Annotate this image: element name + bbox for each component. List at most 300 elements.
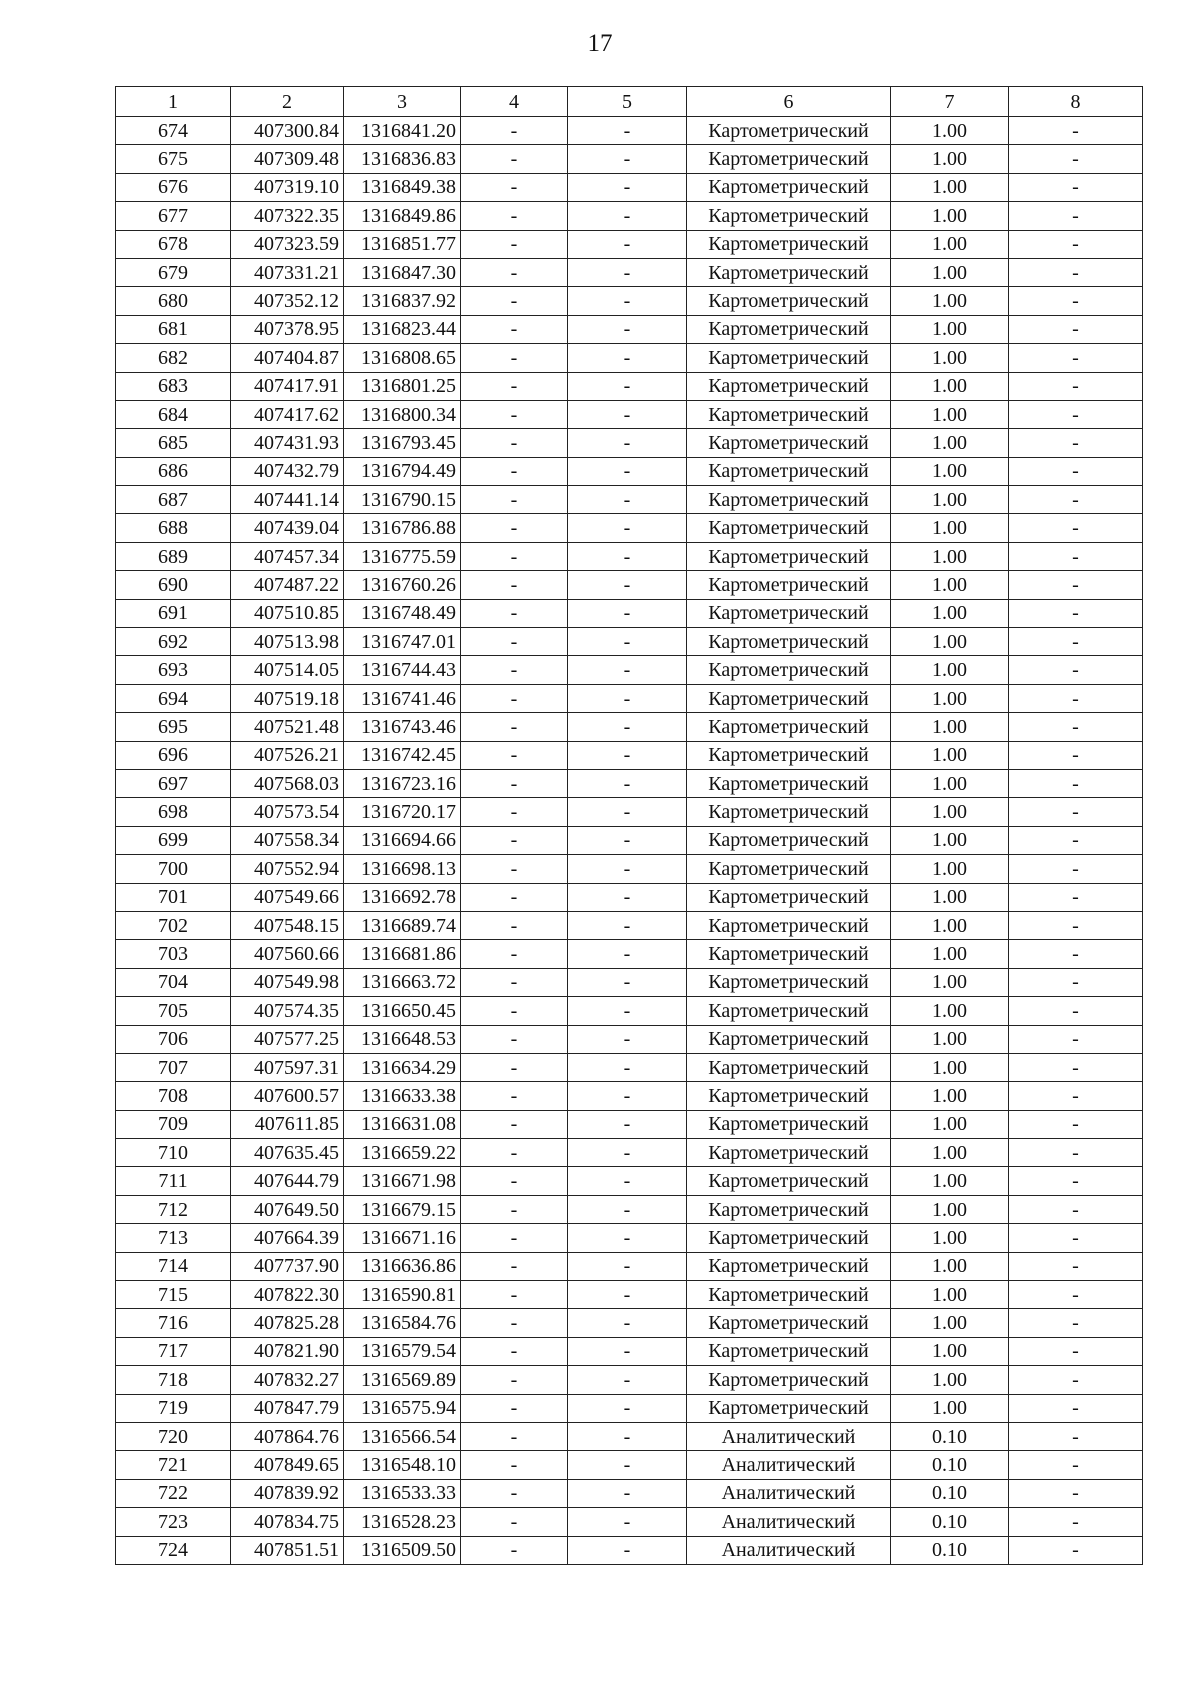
accuracy-cell: 1.00 [891,628,1009,656]
y-coordinate-cell: 1316800.34 [344,400,461,428]
point-number-cell: 689 [116,542,231,570]
y-coordinate-cell: 1316590.81 [344,1281,461,1309]
col4-value-cell: - [461,1082,568,1110]
point-number-cell: 690 [116,571,231,599]
method-cell: Картометрический [687,486,891,514]
y-coordinate-cell: 1316794.49 [344,457,461,485]
col4-value-cell: - [461,855,568,883]
point-number-cell: 700 [116,855,231,883]
point-number-cell: 724 [116,1536,231,1564]
x-coordinate-cell: 407417.91 [231,372,344,400]
col4-value-cell: - [461,826,568,854]
method-cell: Картометрический [687,968,891,996]
method-cell: Картометрический [687,628,891,656]
col4-value-cell: - [461,145,568,173]
method-cell: Картометрический [687,855,891,883]
table-row [116,1195,1143,1223]
col8-value-cell: - [1009,400,1143,428]
y-coordinate-cell: 1316633.38 [344,1082,461,1110]
col8-value-cell: - [1009,173,1143,201]
accuracy-cell: 1.00 [891,741,1009,769]
table-row [116,344,1143,372]
col5-value-cell: - [568,1195,687,1223]
method-cell: Картометрический [687,713,891,741]
point-number-cell: 674 [116,117,231,145]
col8-value-cell: - [1009,344,1143,372]
y-coordinate-cell: 1316689.74 [344,911,461,939]
table-row [116,1224,1143,1252]
col4-value-cell: - [461,968,568,996]
method-cell: Картометрический [687,1252,891,1280]
y-coordinate-cell: 1316801.25 [344,372,461,400]
x-coordinate-cell: 407431.93 [231,429,344,457]
x-coordinate-cell: 407577.25 [231,1025,344,1053]
point-number-cell: 680 [116,287,231,315]
point-number-cell: 708 [116,1082,231,1110]
method-cell: Картометрический [687,400,891,428]
accuracy-cell: 1.00 [891,883,1009,911]
col5-value-cell: - [568,911,687,939]
accuracy-cell: 1.00 [891,1195,1009,1223]
x-coordinate-cell: 407322.35 [231,202,344,230]
col4-value-cell: - [461,117,568,145]
point-number-cell: 677 [116,202,231,230]
table-row [116,202,1143,230]
method-cell: Картометрический [687,429,891,457]
method-cell: Картометрический [687,1053,891,1081]
col5-value-cell: - [568,372,687,400]
y-coordinate-cell: 1316741.46 [344,684,461,712]
table-row [116,684,1143,712]
point-number-cell: 682 [116,344,231,372]
col5-value-cell: - [568,1309,687,1337]
point-number-cell: 720 [116,1422,231,1450]
point-number-cell: 676 [116,173,231,201]
col4-value-cell: - [461,997,568,1025]
x-coordinate-cell: 407487.22 [231,571,344,599]
y-coordinate-cell: 1316579.54 [344,1337,461,1365]
col4-value-cell: - [461,713,568,741]
col4-value-cell: - [461,344,568,372]
point-number-cell: 698 [116,798,231,826]
column-header-6: 6 [687,87,891,117]
y-coordinate-cell: 1316720.17 [344,798,461,826]
col8-value-cell: - [1009,911,1143,939]
point-number-cell: 686 [116,457,231,485]
method-cell: Картометрический [687,117,891,145]
method-cell: Картометрический [687,202,891,230]
accuracy-cell: 1.00 [891,1167,1009,1195]
method-cell: Картометрический [687,1309,891,1337]
accuracy-cell: 1.00 [891,1025,1009,1053]
point-number-cell: 696 [116,741,231,769]
point-number-cell: 695 [116,713,231,741]
col4-value-cell: - [461,798,568,826]
accuracy-cell: 1.00 [891,1053,1009,1081]
col5-value-cell: - [568,202,687,230]
table-row [116,713,1143,741]
method-cell: Картометрический [687,145,891,173]
col8-value-cell: - [1009,1366,1143,1394]
table-row [116,656,1143,684]
point-number-cell: 697 [116,769,231,797]
accuracy-cell: 1.00 [891,1394,1009,1422]
col8-value-cell: - [1009,1394,1143,1422]
col4-value-cell: - [461,1479,568,1507]
x-coordinate-cell: 407847.79 [231,1394,344,1422]
col8-value-cell: - [1009,258,1143,286]
point-number-cell: 710 [116,1139,231,1167]
x-coordinate-cell: 407644.79 [231,1167,344,1195]
col5-value-cell: - [568,1252,687,1280]
accuracy-cell: 1.00 [891,968,1009,996]
x-coordinate-cell: 407514.05 [231,656,344,684]
y-coordinate-cell: 1316790.15 [344,486,461,514]
accuracy-cell: 0.10 [891,1536,1009,1564]
col5-value-cell: - [568,145,687,173]
col8-value-cell: - [1009,571,1143,599]
x-coordinate-cell: 407378.95 [231,315,344,343]
table-row [116,1309,1143,1337]
accuracy-cell: 1.00 [891,457,1009,485]
point-number-cell: 706 [116,1025,231,1053]
col8-value-cell: - [1009,315,1143,343]
x-coordinate-cell: 407404.87 [231,344,344,372]
table-row [116,940,1143,968]
col4-value-cell: - [461,258,568,286]
col4-value-cell: - [461,429,568,457]
x-coordinate-cell: 407597.31 [231,1053,344,1081]
y-coordinate-cell: 1316836.83 [344,145,461,173]
method-cell: Картометрический [687,883,891,911]
point-number-cell: 701 [116,883,231,911]
y-coordinate-cell: 1316533.33 [344,1479,461,1507]
col8-value-cell: - [1009,684,1143,712]
col8-value-cell: - [1009,940,1143,968]
point-number-cell: 709 [116,1110,231,1138]
y-coordinate-cell: 1316659.22 [344,1139,461,1167]
col5-value-cell: - [568,1025,687,1053]
col4-value-cell: - [461,1451,568,1479]
method-cell: Картометрический [687,1337,891,1365]
col8-value-cell: - [1009,968,1143,996]
column-header-5: 5 [568,87,687,117]
y-coordinate-cell: 1316837.92 [344,287,461,315]
method-cell: Картометрический [687,1082,891,1110]
method-cell: Картометрический [687,372,891,400]
method-cell: Картометрический [687,599,891,627]
col8-value-cell: - [1009,1167,1143,1195]
point-number-cell: 699 [116,826,231,854]
col4-value-cell: - [461,1394,568,1422]
col8-value-cell: - [1009,798,1143,826]
table-row [116,1053,1143,1081]
col8-value-cell: - [1009,656,1143,684]
column-header-4: 4 [461,87,568,117]
table-row [116,400,1143,428]
y-coordinate-cell: 1316698.13 [344,855,461,883]
accuracy-cell: 1.00 [891,372,1009,400]
x-coordinate-cell: 407417.62 [231,400,344,428]
method-cell: Картометрический [687,173,891,201]
method-cell: Картометрический [687,542,891,570]
col5-value-cell: - [568,1451,687,1479]
point-number-cell: 675 [116,145,231,173]
x-coordinate-cell: 407832.27 [231,1366,344,1394]
method-cell: Картометрический [687,769,891,797]
accuracy-cell: 1.00 [891,684,1009,712]
point-number-cell: 721 [116,1451,231,1479]
accuracy-cell: 1.00 [891,1366,1009,1394]
col5-value-cell: - [568,713,687,741]
col4-value-cell: - [461,400,568,428]
col4-value-cell: - [461,372,568,400]
col8-value-cell: - [1009,883,1143,911]
col8-value-cell: - [1009,997,1143,1025]
method-cell: Картометрический [687,997,891,1025]
accuracy-cell: 1.00 [891,117,1009,145]
method-cell: Картометрический [687,798,891,826]
col8-value-cell: - [1009,1110,1143,1138]
x-coordinate-cell: 407635.45 [231,1139,344,1167]
accuracy-cell: 1.00 [891,315,1009,343]
method-cell: Картометрический [687,741,891,769]
x-coordinate-cell: 407526.21 [231,741,344,769]
x-coordinate-cell: 407331.21 [231,258,344,286]
col5-value-cell: - [568,258,687,286]
col4-value-cell: - [461,202,568,230]
col4-value-cell: - [461,883,568,911]
x-coordinate-cell: 407849.65 [231,1451,344,1479]
col5-value-cell: - [568,883,687,911]
table-row [116,173,1143,201]
accuracy-cell: 1.00 [891,1224,1009,1252]
point-number-cell: 702 [116,911,231,939]
col8-value-cell: - [1009,713,1143,741]
col5-value-cell: - [568,1139,687,1167]
y-coordinate-cell: 1316851.77 [344,230,461,258]
method-cell: Аналитический [687,1508,891,1536]
x-coordinate-cell: 407309.48 [231,145,344,173]
table-row [116,911,1143,939]
accuracy-cell: 1.00 [891,1139,1009,1167]
y-coordinate-cell: 1316747.01 [344,628,461,656]
method-cell: Картометрический [687,1110,891,1138]
x-coordinate-cell: 407839.92 [231,1479,344,1507]
y-coordinate-cell: 1316744.43 [344,656,461,684]
method-cell: Картометрический [687,344,891,372]
table-row [116,117,1143,145]
method-cell: Аналитический [687,1451,891,1479]
col5-value-cell: - [568,1224,687,1252]
table-row [116,372,1143,400]
col8-value-cell: - [1009,372,1143,400]
accuracy-cell: 1.00 [891,713,1009,741]
col8-value-cell: - [1009,457,1143,485]
col8-value-cell: - [1009,287,1143,315]
coordinates-table [115,86,1143,1565]
table-header-row [116,87,1143,117]
col8-value-cell: - [1009,1281,1143,1309]
col4-value-cell: - [461,457,568,485]
table-row [116,1082,1143,1110]
x-coordinate-cell: 407611.85 [231,1110,344,1138]
x-coordinate-cell: 407549.98 [231,968,344,996]
point-number-cell: 691 [116,599,231,627]
table-body [116,117,1143,1565]
accuracy-cell: 0.10 [891,1508,1009,1536]
col4-value-cell: - [461,315,568,343]
method-cell: Картометрический [687,911,891,939]
table-row [116,1422,1143,1450]
accuracy-cell: 1.00 [891,1309,1009,1337]
point-number-cell: 719 [116,1394,231,1422]
y-coordinate-cell: 1316841.20 [344,117,461,145]
point-number-cell: 718 [116,1366,231,1394]
col5-value-cell: - [568,230,687,258]
accuracy-cell: 1.00 [891,826,1009,854]
col4-value-cell: - [461,741,568,769]
table-row [116,798,1143,826]
col4-value-cell: - [461,1281,568,1309]
accuracy-cell: 1.00 [891,1110,1009,1138]
col8-value-cell: - [1009,1025,1143,1053]
col4-value-cell: - [461,684,568,712]
y-coordinate-cell: 1316631.08 [344,1110,461,1138]
col5-value-cell: - [568,571,687,599]
col5-value-cell: - [568,173,687,201]
point-number-cell: 716 [116,1309,231,1337]
x-coordinate-cell: 407319.10 [231,173,344,201]
col5-value-cell: - [568,344,687,372]
accuracy-cell: 1.00 [891,429,1009,457]
y-coordinate-cell: 1316743.46 [344,713,461,741]
y-coordinate-cell: 1316823.44 [344,315,461,343]
point-number-cell: 714 [116,1252,231,1280]
col4-value-cell: - [461,1139,568,1167]
col5-value-cell: - [568,940,687,968]
col5-value-cell: - [568,1053,687,1081]
point-number-cell: 711 [116,1167,231,1195]
y-coordinate-cell: 1316634.29 [344,1053,461,1081]
col5-value-cell: - [568,117,687,145]
col4-value-cell: - [461,542,568,570]
point-number-cell: 693 [116,656,231,684]
point-number-cell: 722 [116,1479,231,1507]
col8-value-cell: - [1009,230,1143,258]
x-coordinate-cell: 407521.48 [231,713,344,741]
point-number-cell: 717 [116,1337,231,1365]
y-coordinate-cell: 1316671.16 [344,1224,461,1252]
table-row [116,826,1143,854]
table-row [116,997,1143,1025]
y-coordinate-cell: 1316681.86 [344,940,461,968]
x-coordinate-cell: 407548.15 [231,911,344,939]
table-row [116,1110,1143,1138]
y-coordinate-cell: 1316663.72 [344,968,461,996]
accuracy-cell: 1.00 [891,798,1009,826]
column-header-8: 8 [1009,87,1143,117]
col5-value-cell: - [568,1508,687,1536]
y-coordinate-cell: 1316748.49 [344,599,461,627]
y-coordinate-cell: 1316548.10 [344,1451,461,1479]
method-cell: Картометрический [687,826,891,854]
col4-value-cell: - [461,287,568,315]
accuracy-cell: 0.10 [891,1479,1009,1507]
method-cell: Картометрический [687,1139,891,1167]
y-coordinate-cell: 1316847.30 [344,258,461,286]
col4-value-cell: - [461,1366,568,1394]
page-number: 17 [587,30,613,57]
method-cell: Аналитический [687,1479,891,1507]
accuracy-cell: 1.00 [891,486,1009,514]
col8-value-cell: - [1009,486,1143,514]
col8-value-cell: - [1009,202,1143,230]
table-row [116,514,1143,542]
col4-value-cell: - [461,1337,568,1365]
y-coordinate-cell: 1316636.86 [344,1252,461,1280]
table-row [116,1451,1143,1479]
y-coordinate-cell: 1316528.23 [344,1508,461,1536]
col8-value-cell: - [1009,741,1143,769]
col4-value-cell: - [461,1508,568,1536]
y-coordinate-cell: 1316849.38 [344,173,461,201]
col8-value-cell: - [1009,542,1143,570]
point-number-cell: 679 [116,258,231,286]
x-coordinate-cell: 407439.04 [231,514,344,542]
col5-value-cell: - [568,315,687,343]
table-row [116,741,1143,769]
table-row [116,1025,1143,1053]
method-cell: Картометрический [687,940,891,968]
col8-value-cell: - [1009,1536,1143,1564]
col5-value-cell: - [568,1167,687,1195]
table-row [116,145,1143,173]
col5-value-cell: - [568,628,687,656]
x-coordinate-cell: 407568.03 [231,769,344,797]
y-coordinate-cell: 1316584.76 [344,1309,461,1337]
point-number-cell: 681 [116,315,231,343]
col4-value-cell: - [461,1422,568,1450]
col8-value-cell: - [1009,1082,1143,1110]
col4-value-cell: - [461,656,568,684]
accuracy-cell: 1.00 [891,145,1009,173]
y-coordinate-cell: 1316648.53 [344,1025,461,1053]
point-number-cell: 684 [116,400,231,428]
col5-value-cell: - [568,1479,687,1507]
col4-value-cell: - [461,628,568,656]
col5-value-cell: - [568,400,687,428]
x-coordinate-cell: 407822.30 [231,1281,344,1309]
x-coordinate-cell: 407352.12 [231,287,344,315]
col4-value-cell: - [461,230,568,258]
y-coordinate-cell: 1316694.66 [344,826,461,854]
column-header-7: 7 [891,87,1009,117]
col8-value-cell: - [1009,1195,1143,1223]
table-row [116,287,1143,315]
table-row [116,1337,1143,1365]
col5-value-cell: - [568,599,687,627]
col4-value-cell: - [461,1309,568,1337]
y-coordinate-cell: 1316786.88 [344,514,461,542]
method-cell: Аналитический [687,1536,891,1564]
col5-value-cell: - [568,769,687,797]
col4-value-cell: - [461,940,568,968]
col8-value-cell: - [1009,429,1143,457]
col5-value-cell: - [568,514,687,542]
col5-value-cell: - [568,429,687,457]
y-coordinate-cell: 1316775.59 [344,542,461,570]
